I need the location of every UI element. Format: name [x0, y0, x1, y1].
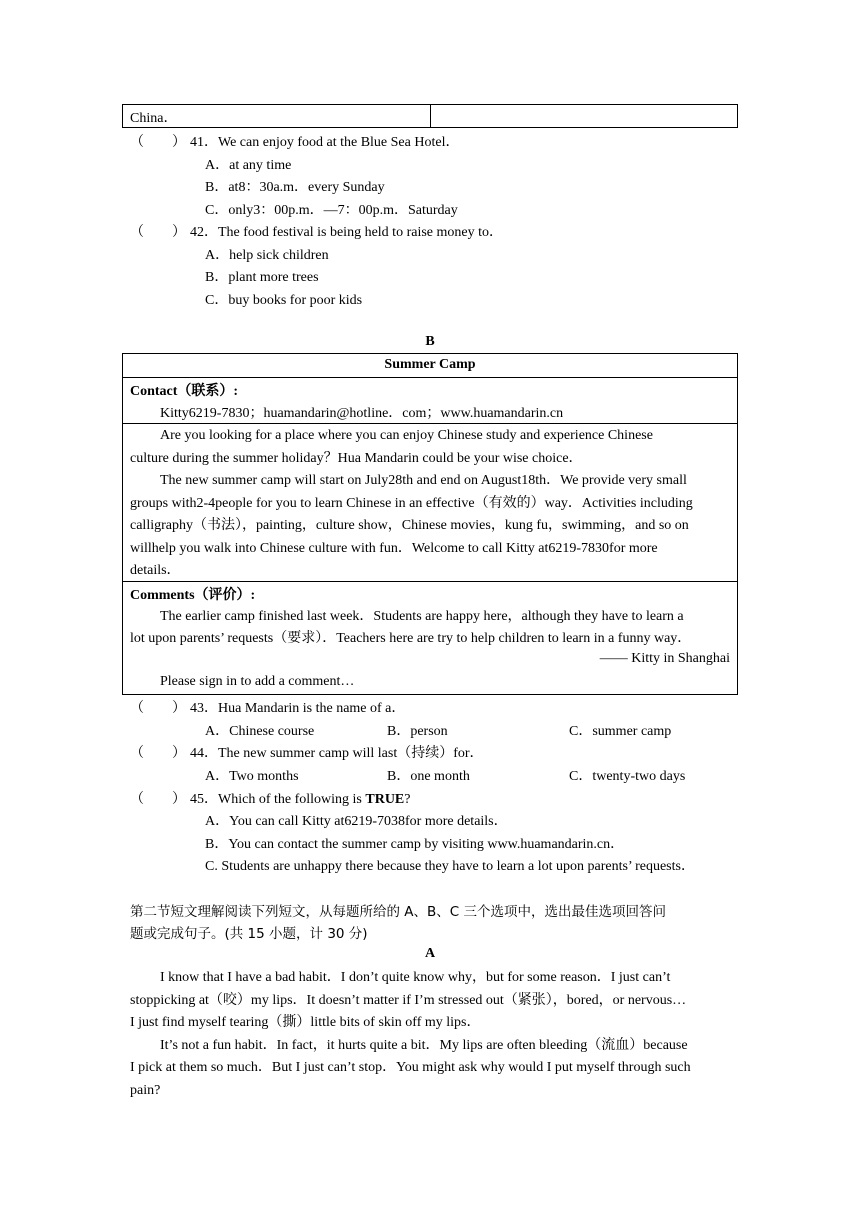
question-44-stem: 44．The new summer camp will last（持续）for． — [190, 746, 484, 761]
question-43-stem: 43．Hua Mandarin is the name of a． — [190, 701, 406, 716]
body-line-6: willhelp you walk into Chinese culture with fun．Welcome to call Kitty at6219-7830for more — [130, 541, 658, 556]
top-table-divider — [430, 104, 431, 128]
question-44-paren: （ ） — [130, 746, 186, 761]
table-title: Summer Camp — [384, 357, 476, 372]
question-42-option-b: B．plant more trees — [205, 270, 319, 285]
question-41-option-b: B．at8：30a.m．every Sunday — [205, 180, 385, 195]
section-b-heading: B — [425, 334, 435, 349]
question-41-stem: 41．We can enjoy food at the Blue Sea Hotel． — [190, 135, 460, 150]
question-42-option-c: C．buy books for poor kids — [205, 293, 363, 308]
question-45-stem-pre: 45．Which of the following is — [190, 792, 366, 807]
part-two-intro-line-2: 题或完成句子。(共 15 小题，计 30 分) — [130, 926, 368, 942]
question-41-option-a: A．at any time — [205, 158, 292, 173]
question-43-option-a: A．Chinese course — [205, 724, 315, 739]
question-42-paren: （ ） — [130, 225, 186, 240]
comment-line-2: lot upon parents’ requests（要求）．Teachers here are try to help children to learn in a funny way． — [130, 631, 692, 646]
body-line-3: The new summer camp will start on July28th and end on August18th．We provide very small — [160, 473, 687, 488]
question-42-stem: 42．The food festival is being held to raise money to． — [190, 225, 503, 240]
question-44-option-c: C．twenty-two days — [569, 769, 686, 784]
question-43-paren: （ ） — [130, 701, 186, 716]
body-line-2: culture during the summer holiday？Hua Mandarin could be your wise choice． — [130, 451, 583, 466]
question-41-paren: （ ） — [130, 135, 186, 150]
passage-a-heading: A — [424, 946, 436, 961]
comment-line-1: The earlier camp finished last week．Students are happy here，although they have to learn a — [160, 609, 684, 624]
question-45-stem-bold: TRUE — [365, 792, 405, 807]
table-divider-2 — [122, 423, 738, 424]
question-45-option-b: B．You can contact the summer camp by visiting www.huamandarin.cn． — [205, 837, 625, 852]
comment-signature: —— Kitty in Shanghai — [599, 651, 730, 666]
top-table-cell: China． — [130, 111, 178, 126]
question-45-paren: （ ） — [130, 792, 186, 807]
question-41-option-c: C．only3：00p.m．—7：00p.m．Saturday — [205, 203, 458, 218]
question-42-option-a: A．help sick children — [205, 248, 329, 263]
passage-line-6: pain? — [130, 1083, 161, 1098]
question-44-option-a: A．Two months — [205, 769, 299, 784]
contact-line: Kitty6219-7830；huamandarin@hotline．com；www.huamandarin.cn — [160, 406, 564, 421]
question-45-stem — [190, 788, 411, 808]
body-line-4: groups with2-4people for you to learn Chinese in an effective（有效的）way．Activities including — [130, 496, 693, 511]
contact-label: Contact（联系）: — [130, 384, 239, 399]
body-line-5: calligraphy（书法），painting，culture show，Chinese movies，kung fu，swimming，and so on — [130, 518, 689, 533]
comments-label: Comments（评价）: — [130, 588, 256, 603]
passage-line-4: It’s not a fun habit．In fact，it hurts quite a bit．My lips are often bleeding（流血）because — [160, 1038, 688, 1053]
body-line-7: details． — [130, 563, 181, 578]
question-45-stem-post: ? — [404, 792, 411, 807]
sign-in-link[interactable]: Please sign in to add a comment… — [160, 674, 355, 689]
passage-line-3: I just find myself tearing（撕）little bits of skin off my lips． — [130, 1015, 481, 1030]
passage-line-2: stoppicking at（咬）my lips．It doesn’t matter if I’m stressed out（紧张），bored，or nervous… — [130, 993, 687, 1008]
question-43-option-b: B．person — [387, 724, 448, 739]
passage-line-5: I pick at them so much．But I just can’t stop．You might ask why would I put myself through such — [130, 1060, 691, 1075]
question-45-option-c: C. Students are unhappy there because they have to learn a lot upon parents’ requests． — [205, 859, 695, 874]
question-45-option-a: A．You can call Kitty at6219-7038for more details． — [205, 814, 508, 829]
passage-line-1: I know that I have a bad habit．I don’t quite know why，but for some reason．I just can’t — [160, 970, 671, 985]
body-line-1: Are you looking for a place where you can enjoy Chinese study and experience Chinese — [160, 428, 653, 443]
question-44-option-b: B．one month — [387, 769, 470, 784]
table-divider-1 — [122, 377, 738, 378]
part-two-intro-line-1: 第二节短文理解阅读下列短文，从每题所给的 A、B、C 三个选项中，选出最佳选项回答问 — [130, 904, 667, 920]
question-43-option-c: C．summer camp — [569, 724, 672, 739]
